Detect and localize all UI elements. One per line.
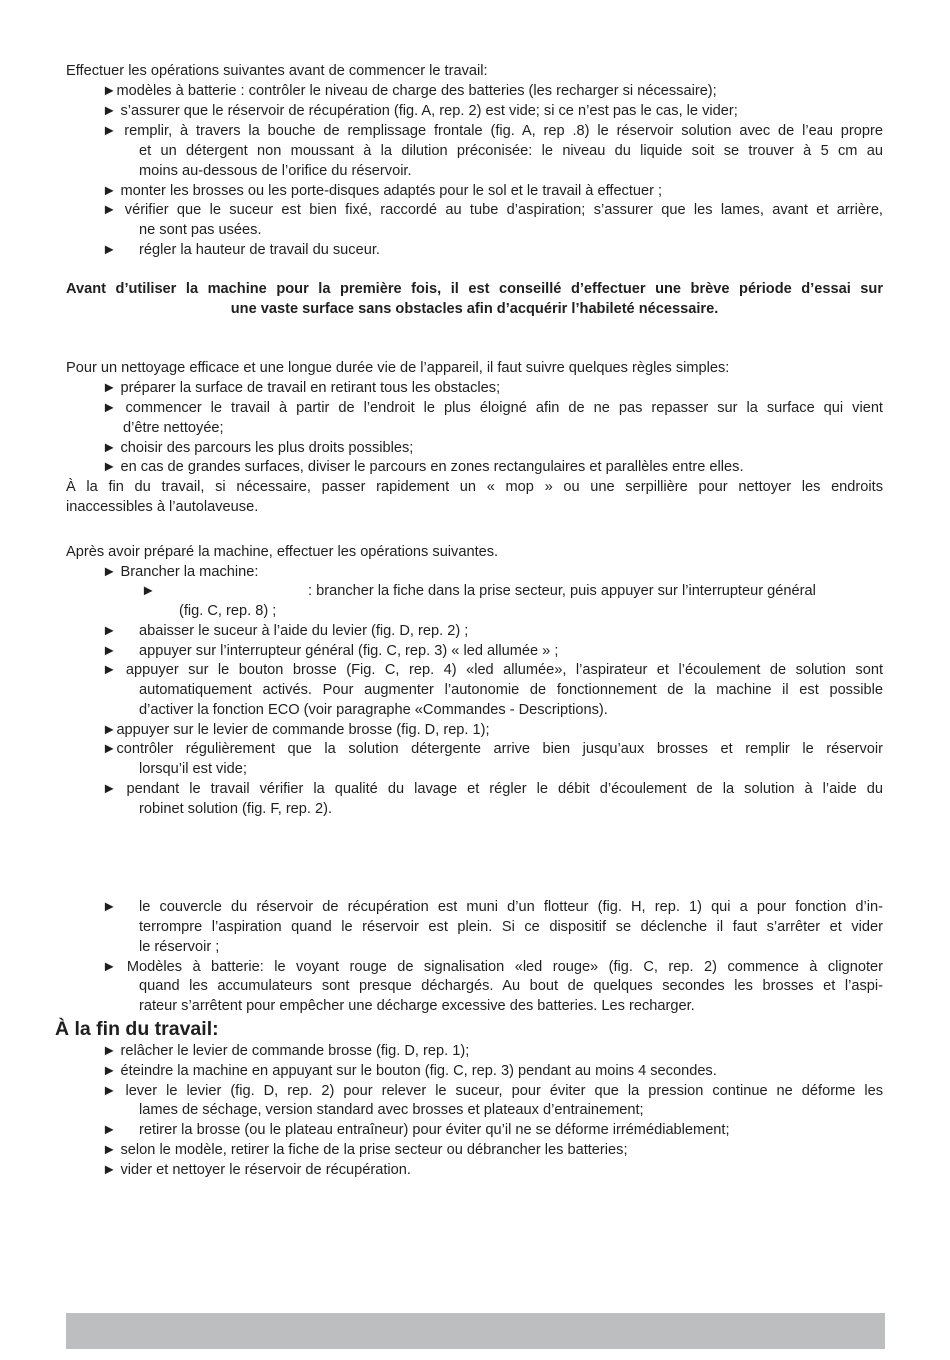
warning-text: Avant d’utiliser la machine pour la première fois, il est conseillé d’effectuer une brève période d’essai sur: [66, 281, 883, 297]
before-work-intro: Effectuer les opérations suivantes avant de commencer le travail:: [66, 63, 488, 79]
warning-text: une vaste surface sans obstacles afin d’acquérir l’habileté nécessaire.: [230, 301, 719, 317]
bullet-icon: ►: [141, 583, 156, 599]
bullet-icon: ►: [102, 623, 117, 639]
list-item-continuation: ne sont pas usées.: [139, 222, 262, 238]
list-item: ►contrôler régulièrement que la solution détergente arrive bien jusqu’aux brosses et remplir le réservoir: [102, 741, 883, 757]
list-item: ► commencer le travail à partir de l’endroit le plus éloigné afin de ne pas repasser sur la surface qui vient: [102, 400, 883, 416]
list-item: ► vérifier que le suceur est bien fixé, raccordé au tube d’aspiration; s’assurer que les lames, avant et arrière,: [102, 202, 883, 218]
list-item: ► éteindre la machine en appuyant sur le bouton (fig. C, rep. 3) pendant au moins 4 secondes.: [102, 1063, 717, 1079]
list-item-continuation: lorsqu’il est vide;: [139, 761, 247, 777]
operations-intro: Après avoir préparé la machine, effectuer les opérations suivantes.: [66, 544, 499, 560]
list-item: abaisser le suceur à l’aide du levier (fig. D, rep. 2) ;: [139, 623, 469, 639]
list-item: ► monter les brosses ou les porte-disques adaptés pour le sol et le travail à effectuer ;: [102, 183, 663, 199]
list-item-continuation: d’être nettoyée;: [123, 420, 224, 436]
list-item: ► préparer la surface de travail en retirant tous les obstacles;: [102, 380, 501, 396]
list-item: ► remplir, à travers la bouche de remplissage frontale (fig. A, rep .8) le réservoir solution avec de l’eau propre: [102, 123, 883, 139]
list-item: le couvercle du réservoir de récupération est muni d’un flotteur (fig. H, rep. 1) qui a pour fonction d’in-: [139, 899, 883, 915]
sub-list-item: : brancher la fiche dans la prise secteur, puis appuyer sur l’interrupteur général: [308, 583, 816, 599]
section-heading: À la fin du travail:: [55, 1018, 219, 1040]
list-item: ► choisir des parcours les plus droits possibles;: [102, 440, 414, 456]
list-item: ► Modèles à batterie: le voyant rouge de signalisation «led rouge» (fig. C, rep. 2) commence à clignoter: [102, 959, 883, 975]
footer-bar: [66, 1313, 885, 1349]
list-item-continuation: et un détergent non moussant à la dilution préconisée: le niveau du liquide soit se trouver à 5 cm au: [139, 143, 883, 159]
list-item: ► Brancher la machine:: [102, 564, 259, 580]
list-item-continuation: d’activer la fonction ECO (voir paragraphe «Commandes - Descriptions).: [139, 702, 608, 718]
bullet-icon: ►: [102, 1122, 117, 1138]
list-item-continuation: lames de séchage, version standard avec brosses et plateaux d’entrainement;: [139, 1102, 644, 1118]
list-item-continuation: rateur s’arrêtent pour empêcher une décharge excessive des batteries. Les recharger.: [139, 998, 695, 1014]
list-item-continuation: automatiquement activés. Pour augmenter l’autonomie de fonctionnement de la machine il est possible: [139, 682, 883, 698]
bullet-icon: ►: [102, 899, 117, 915]
list-item: ► relâcher le levier de commande brosse (fig. D, rep. 1);: [102, 1043, 470, 1059]
list-item: ► en cas de grandes surfaces, diviser le parcours en zones rectangulaires et parallèles entre elles.: [102, 459, 744, 475]
list-item: retirer la brosse (ou le plateau entraîneur) pour éviter qu’il ne se déforme irrémédiablement;: [139, 1122, 730, 1138]
list-item-continuation: quand les accumulateurs sont presque déchargés. Au bout de quelques secondes les brosses et l’aspi-: [139, 978, 883, 994]
paragraph: À la fin du travail, si nécessaire, passer rapidement un « mop » ou une serpillière pour nettoyer les endroits: [66, 479, 883, 495]
sub-list-item-continuation: (fig. C, rep. 8) ;: [179, 603, 277, 619]
bullet-icon: ►: [102, 242, 117, 258]
list-item: ► pendant le travail vérifier la qualité du lavage et régler le débit d’écoulement de la solution à l’aide du: [102, 781, 883, 797]
list-item: ► vider et nettoyer le réservoir de récupération.: [102, 1162, 411, 1178]
list-item-continuation: moins au-dessous de l’orifice du réservoir.: [139, 163, 412, 179]
list-item: ►modèles à batterie : contrôler le niveau de charge des batteries (les recharger si nécessaire);: [102, 83, 717, 99]
list-item-continuation: robinet solution (fig. F, rep. 2).: [139, 801, 333, 817]
list-item: ►appuyer sur le levier de commande brosse (fig. D, rep. 1);: [102, 722, 490, 738]
list-item: appuyer sur l’interrupteur général (fig. C, rep. 3) « led allumée » ;: [139, 643, 559, 659]
list-item: ► s’assurer que le réservoir de récupération (fig. A, rep. 2) est vide; si ce n’est pas le cas, le vider;: [102, 103, 738, 119]
list-item-continuation: terrompre l’aspiration quand le réservoir est plein. Si ce dispositif se déclenche il faut s’arrêter et vider: [139, 919, 883, 935]
list-item-continuation: le réservoir ;: [139, 939, 220, 955]
list-item: ► selon le modèle, retirer la fiche de la prise secteur ou débrancher les batteries;: [102, 1142, 628, 1158]
list-item: ► appuyer sur le bouton brosse (Fig. C, rep. 4) «led allumée», l’aspirateur et l’écoulement de solution sont: [102, 662, 883, 678]
list-item: régler la hauteur de travail du suceur.: [139, 242, 380, 258]
list-item: ► lever le levier (fig. D, rep. 2) pour relever le suceur, pour éviter que la pression continue ne déforme les: [102, 1083, 883, 1099]
paragraph: inaccessibles à l’autolaveuse.: [66, 499, 259, 515]
bullet-icon: ►: [102, 643, 117, 659]
cleaning-intro: Pour un nettoyage efficace et une longue durée vie de l’appareil, il faut suivre quelques règles simples:: [66, 360, 730, 376]
